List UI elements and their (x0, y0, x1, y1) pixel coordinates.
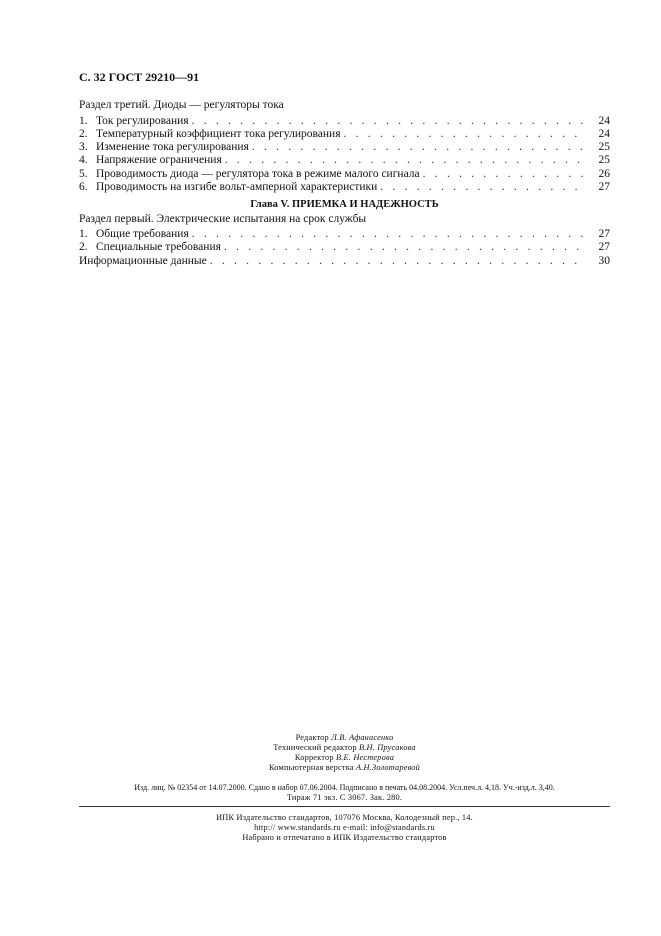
section-title: Раздел первый. Электрические испытания на срок службы (79, 213, 367, 225)
toc-entry (79, 180, 610, 194)
toc-leader-dots (380, 180, 585, 194)
toc-entry (79, 153, 610, 167)
toc-leader-dots (224, 240, 585, 254)
imprint-editor (79, 733, 610, 743)
toc-page-number: 27 (598, 228, 610, 240)
toc-text: Информационные данные (79, 255, 207, 267)
toc-text: Проводимость диода — регулятора тока в режиме малого сигнала (96, 168, 420, 180)
toc-leader-dots (210, 254, 585, 268)
imprint-label: Компьютерная верстка (268, 763, 354, 772)
publisher-address: ИПК Издательство стандартов, 107076 Москва, Колодезный пер., 14. (216, 813, 473, 822)
toc-text: Напряжение ограничения (96, 154, 222, 166)
page-header: С. 32 ГОСТ 29210—91 (79, 70, 200, 84)
toc-text: Изменение тока регулирования (96, 141, 249, 153)
toc-entry (79, 140, 610, 154)
toc-page-number: 24 (598, 128, 610, 140)
toc-page-number: 30 (598, 255, 610, 267)
divider (79, 806, 610, 807)
imprint-layout (79, 763, 610, 773)
toc-text: Ток регулирования (96, 115, 189, 127)
toc-entry (79, 227, 610, 241)
toc-entry (79, 167, 610, 181)
toc-leader-dots (192, 114, 585, 128)
toc-leader-dots (423, 167, 585, 181)
toc-page-number: 25 (598, 154, 610, 166)
toc-number: 1. (79, 115, 88, 127)
toc-leader-dots (225, 153, 585, 167)
chapter-heading: Глава V. ПРИЕМКА И НАДЕЖНОСТЬ (250, 199, 439, 210)
imprint-label: Корректор (294, 753, 334, 762)
imprint-label: Редактор (295, 733, 329, 742)
imprint-name: В.Н. Прусакова (358, 743, 416, 752)
toc-leader-dots (252, 140, 585, 154)
imprint-label: Технический редактор (273, 743, 357, 752)
toc-number: 6. (79, 181, 88, 193)
toc-page-number: 25 (598, 141, 610, 153)
toc-page-number: 26 (598, 168, 610, 180)
toc-text: Проводимость на изгибе вольт-амперной характеристики (96, 181, 378, 193)
toc-page-number: 24 (598, 115, 610, 127)
toc-entry (79, 114, 610, 128)
toc-entry (79, 254, 610, 268)
toc-number: 2. (79, 241, 88, 253)
print-details: Изд. лиц. № 02354 от 14.07.2000. Сдано в набор 07.06.2004. Подписано в печать 04.08.2004. Усл.печ.л. 4,18. Уч.-изд.л. 3,40. (134, 783, 555, 792)
imprint-name: А.Н.Золотаревой (356, 763, 421, 772)
toc-text: Температурный коэффициент тока регулирования (96, 128, 341, 140)
toc-number: 1. (79, 228, 88, 240)
toc-number: 5. (79, 168, 88, 180)
toc-leader-dots (344, 127, 586, 141)
toc-leader-dots (192, 227, 585, 241)
publisher-web: http:// www.standards.ru e-mail: info@standards.ru (254, 823, 435, 832)
imprint-tech-editor (79, 743, 610, 753)
toc-page-number: 27 (598, 181, 610, 193)
toc-number: 3. (79, 141, 88, 153)
toc-number: 4. (79, 154, 88, 166)
toc-entry (79, 127, 610, 141)
toc-text: Специальные требования (96, 241, 221, 253)
publisher-print-note: Набрано и отпечатано в ИПК Издательство стандартов (242, 833, 447, 842)
section-title: Раздел третий. Диоды — регуляторы тока (79, 99, 284, 111)
imprint-name: Л.В. Афанасенко (331, 733, 394, 742)
print-run: Тираж 71 экз. С 3067. Зак. 280. (286, 793, 403, 802)
imprint-corrector (79, 753, 610, 763)
toc-number: 2. (79, 128, 88, 140)
toc-entry (79, 240, 610, 254)
toc-text: Общие требования (96, 228, 189, 240)
toc-page-number: 27 (598, 241, 610, 253)
imprint-name: В.Е. Нестерова (336, 753, 395, 762)
